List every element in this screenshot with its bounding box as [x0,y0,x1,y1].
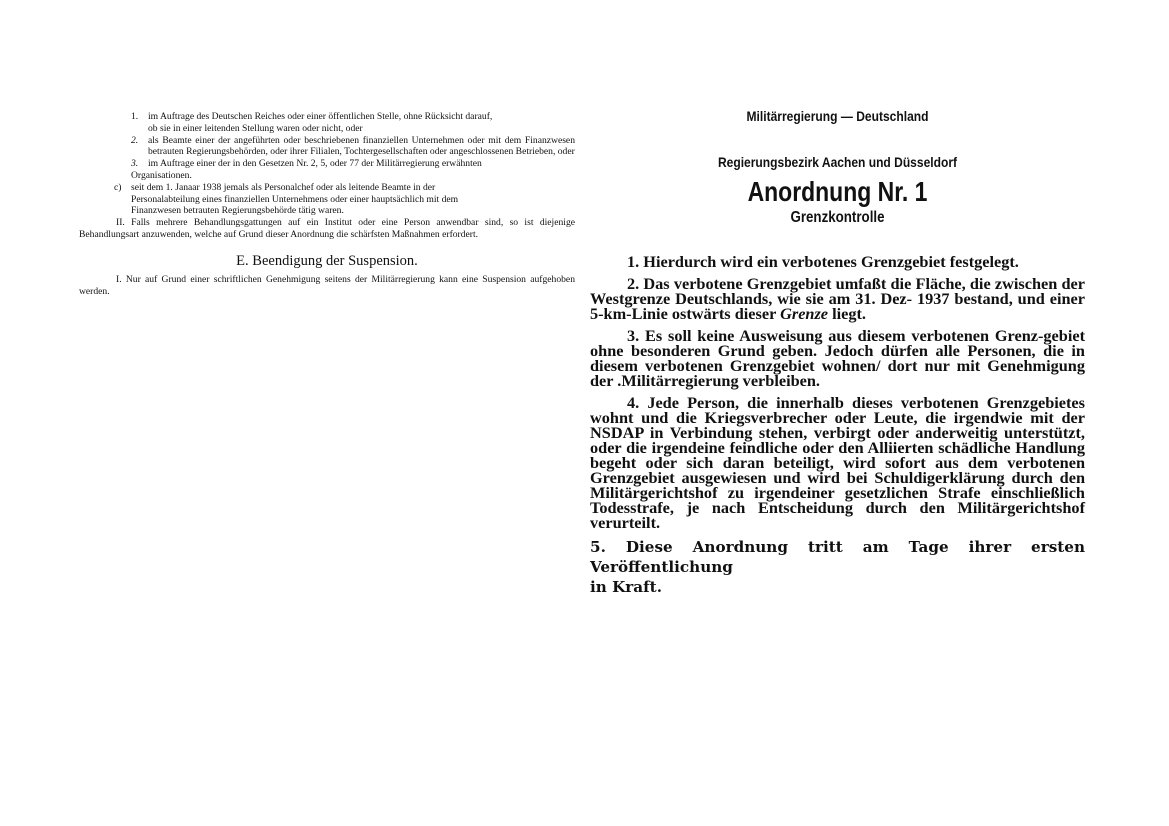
paragraph-5: 5. Diese Anordnung tritt am Tage ihrer ersten Veröffentlichung in Kraft. [590,538,1085,596]
paragraph-3: 3. Es soll keine Ausweisung aus diesem verbotenen Grenz-gebiet ohne besonderen Grund geben. Jedoch dürfen alle Personen, die in diesem verbotenen Grenzgebiet wohnen/ dort nur mit Genehmigung der .Militärregierung verbleiben. [590,326,1085,390]
paragraph-ii: II. Falls mehrere Behandlungsgattungen auf ein Institut oder eine Person anwendbar sind, so ist diejenige Behandlungsart anzuwenden, welche auf Grund dieser Anordnung die schärfsten Maßnahmen erfordert. [79,217,575,240]
list-number: c) [114,181,122,193]
list-number: 1. [131,111,139,122]
header-region: Regierungsbezirk Aachen und Düsseldorf [717,154,958,170]
list-item-3-continuation: Organisationen. [131,169,192,181]
paragraph-4: 4. Jede Person, die innerhalb dieses verbotenen Grenzgebietes wohnt und die Kriegsverbrecher oder Leute, die irgendwie mit der NSDAP in Verbindung stehen, verbirgt oder anderweitig unterstützt, oder die irgendeine feindliche oder den Alliierten schädliche Handlung begeht oder sich daran beteiligt, wird sofort aus dem verbotenen Grenzgebiet ausgewiesen und wird bei Schuldigerklärung durch den Militärgerichtshof zu irgendeiner gesetzlichen Strafe einschließlich Todesstrafe, je nach Entscheidung durch den Militärgerichtshof verurteilt. [590,393,1085,532]
list-text: im Auftrage einer der in den Gesetzen Nr. 2, 5, oder 77 der Militärregierung erwähnten [148,158,482,170]
list-text: im Auftrage des Deutschen Reiches oder einer öffentlichen Stelle, ohne Rücksicht darauf, [148,111,493,122]
left-page [79,111,575,297]
list-item-c-continuation: Finanzwesen betrauten Regierungsbehörde tätig waren. [131,205,344,217]
document-title: Anordnung Nr. 1 [747,176,928,207]
list-item-c-continuation: Personalabteilung eines finanziellen Unternehmens oder einer hauptsächlich mit dem [131,193,459,205]
right-page [590,108,1085,604]
list-item-1 [79,111,575,123]
section-heading: E. Beendigung der Suspension. [236,252,418,269]
list-item-1-continuation: ob sie in einer leitenden Stellung waren oder nicht, oder [148,122,363,134]
list-text: als Beamte einer der angeführten oder beschriebenen finanziellen Unternehmen oder mit dem Finanzwesen betrauten Regierungsbehörden, oder ihrer Filialen, Tochtergesellschaften oder angeschlossenen Betrieben, oder [148,134,575,158]
list-text: seit dem 1. Janaar 1938 jemals als Personalchef oder als leitende Beamte in der [131,181,436,193]
emphasis-text: Grenze [780,304,829,323]
paragraph-2: 2. Das verbotene Grenzgebiet umfaßt die Fläche, die zwischen der Westgrenze Deutschlands, wie sie am 31. Dez- 1937 bestand, und einer 5-km-Linie ostwärts dieser Grenze liegt. [590,274,1085,323]
list-item-c [79,182,575,194]
document-subtitle: Grenzkontrolle [790,209,885,226]
header-government: Militärregierung — Deutschland [746,108,929,124]
section-paragraph: I. Nur auf Grund einer schriftlichen Genehmigung seitens der Militärregierung kann eine Suspension aufgehoben werden. [79,273,575,297]
list-item-3 [79,158,575,170]
list-number: 3. [131,158,139,170]
paragraph-1: 1. Hierdurch wird ein verbotenes Grenzgebiet festgelegt. [627,252,1019,271]
list-item-2: 2. als Beamte einer der angeführten oder beschriebenen finanziellen Unternehmen oder mit dem Finanzwesen betrauten Regierungsbehörden, oder ihrer Filialen, Tochtergesellschaften oder angeschlossenen Betrieben, oder [131,134,575,158]
